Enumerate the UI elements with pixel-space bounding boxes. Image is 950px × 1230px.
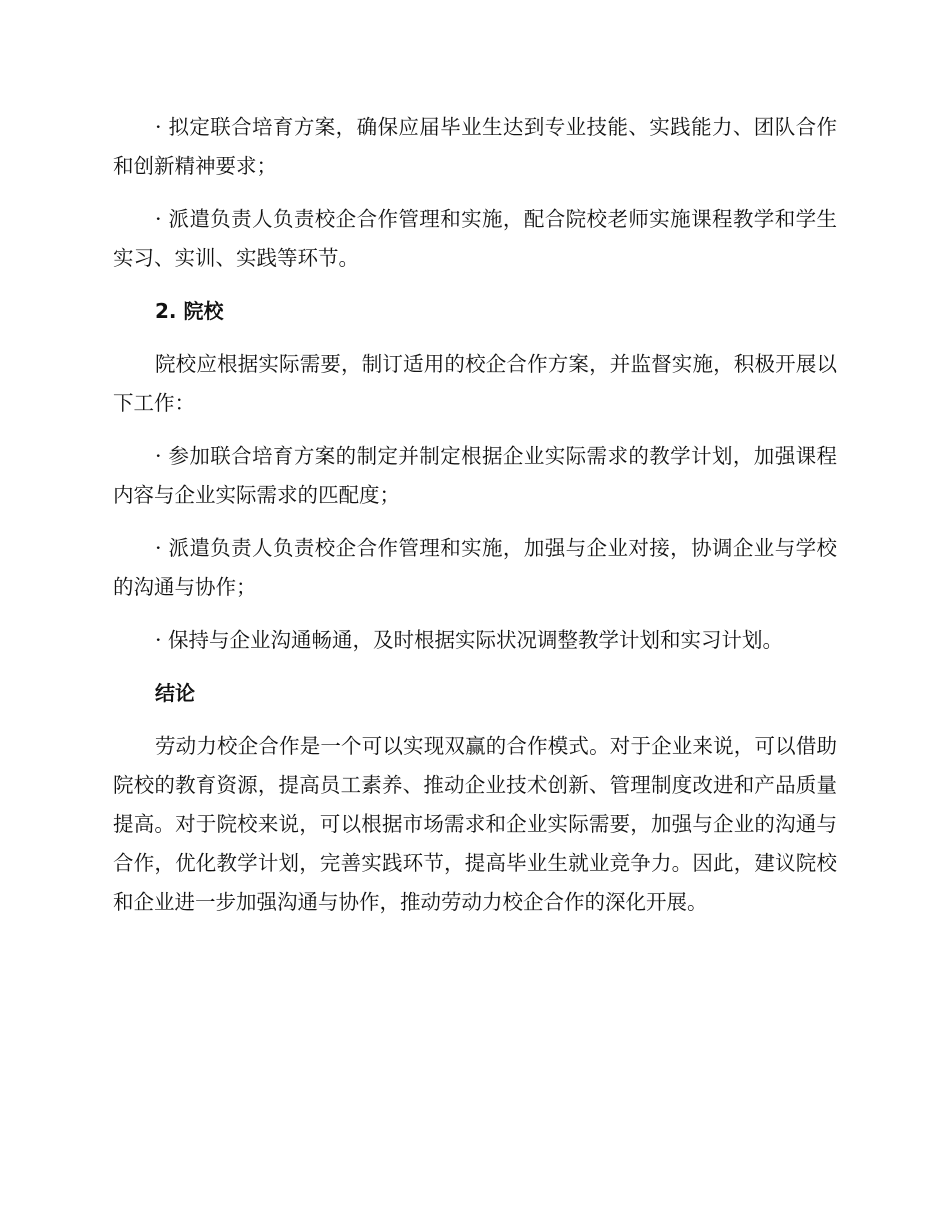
conclusion-paragraph: 劳动力校企合作是一个可以实现双赢的合作模式。对于企业来说，可以借助院校的教育资源，提高员工素养、推动企业技术创新、管理制度改进和产品质量提高。对于院校来说，可以根据市场需求和企业实际需要，加强与企业的沟通与合作，优化教学计划，完善实践环节，提高毕业生就业竞争力。因此，建议院校和企业进一步加强沟通与协作，推动劳动力校企合作的深化开展。	[113, 734, 837, 914]
company-bullet-2: · 派遣负责人负责校企合作管理和实施，配合院校老师实施课程教学和学生实习、实训、实践等环节。	[113, 207, 837, 270]
section-heading-conclusion: 结论	[155, 681, 195, 705]
document-body	[113, 108, 837, 936]
section-heading-colleges: 2. 院校	[155, 299, 224, 323]
company-bullet-1: · 拟定联合培育方案，确保应届毕业生达到专业技能、实践能力、团队合作和创新精神要求；	[113, 115, 837, 178]
college-bullet-3: · 保持与企业沟通畅通，及时根据实际状况调整教学计划和实习计划。	[155, 628, 784, 652]
section-intro-paragraph: 院校应根据实际需要，制订适用的校企合作方案，并监督实施，积极开展以下工作：	[113, 352, 837, 415]
college-bullet-2: · 派遣负责人负责校企合作管理和实施，加强与企业对接，协调企业与学校的沟通与协作；	[113, 536, 837, 599]
college-bullet-1: · 参加联合培育方案的制定并制定根据企业实际需求的教学计划，加强课程内容与企业实际需求的匹配度；	[113, 444, 837, 507]
